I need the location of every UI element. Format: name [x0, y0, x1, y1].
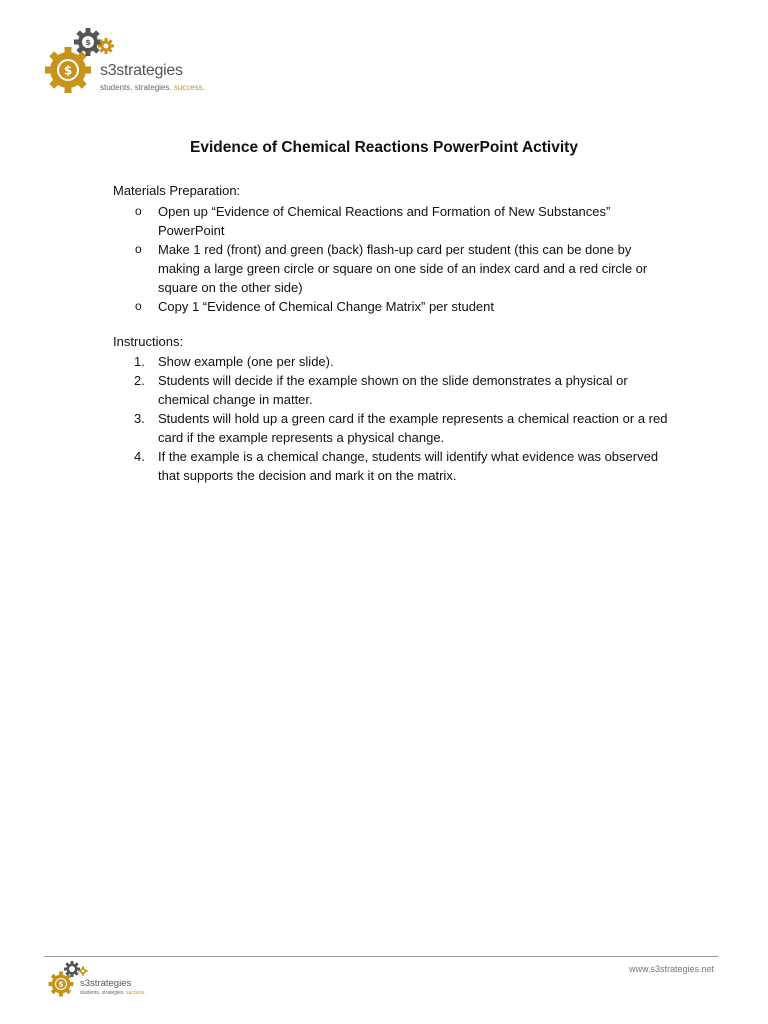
instructions-list	[113, 352, 673, 485]
list-number: 1.	[134, 354, 145, 369]
list-item	[113, 447, 673, 485]
list-item	[113, 240, 673, 297]
instructions-heading: Instructions:	[113, 334, 184, 349]
materials-list	[113, 202, 673, 316]
list-item-text: Students will hold up a green card if the example represents a chemical reaction or a red card if the example represents a physical change.	[158, 411, 668, 445]
bullet-marker: o	[135, 299, 142, 313]
list-item-text: Show example (one per slide).	[158, 354, 334, 369]
footer-tagline	[80, 990, 146, 996]
footer-url: www.s3strategies.net	[628, 964, 714, 974]
list-item-text: Copy 1 “Evidence of Chemical Change Matrix” per student	[158, 299, 494, 314]
s3strategies-logo	[44, 28, 214, 98]
document-title: Evidence of Chemical Reactions PowerPoint Activity	[190, 139, 578, 156]
list-item-text: Make 1 red (front) and green (back) flash-up card per student (this can be done by making a large green circle or square on one side of an index card and a red circle or square on the other side)	[158, 242, 648, 295]
list-item	[113, 409, 673, 447]
tagline-prefix: students. strategies.	[100, 83, 174, 92]
svg-text:$: $	[63, 63, 73, 78]
list-number: 2.	[134, 373, 145, 388]
logo-wordmark: s3strategies	[100, 62, 183, 79]
footer-divider	[44, 956, 718, 957]
tagline-prefix: students. strategies.	[80, 990, 127, 996]
svg-text:$: $	[58, 980, 64, 989]
list-item-text: If the example is a chemical change, students will identify what evidence was observed that supports the decision and mark it on the matrix.	[158, 449, 659, 483]
logo-tagline	[100, 83, 205, 92]
svg-text:$: $	[85, 38, 91, 47]
list-number: 4.	[134, 449, 145, 464]
list-item	[113, 352, 673, 371]
list-item	[113, 371, 673, 409]
list-number: 3.	[134, 411, 145, 426]
materials-heading: Materials Preparation:	[113, 183, 241, 198]
list-item-text: Students will decide if the example shown on the slide demonstrates a physical or chemical change in matter.	[158, 373, 628, 407]
tagline-accent: success.	[126, 990, 146, 996]
list-item	[113, 297, 673, 316]
footer-logo	[48, 960, 158, 1000]
footer-wordmark: s3strategies	[80, 978, 132, 989]
list-item	[113, 202, 673, 240]
tagline-accent: success.	[173, 83, 205, 92]
bullet-marker: o	[135, 242, 142, 256]
bullet-marker: o	[135, 204, 142, 218]
list-item-text: Open up “Evidence of Chemical Reactions and Formation of New Substances” PowerPoint	[158, 204, 611, 238]
